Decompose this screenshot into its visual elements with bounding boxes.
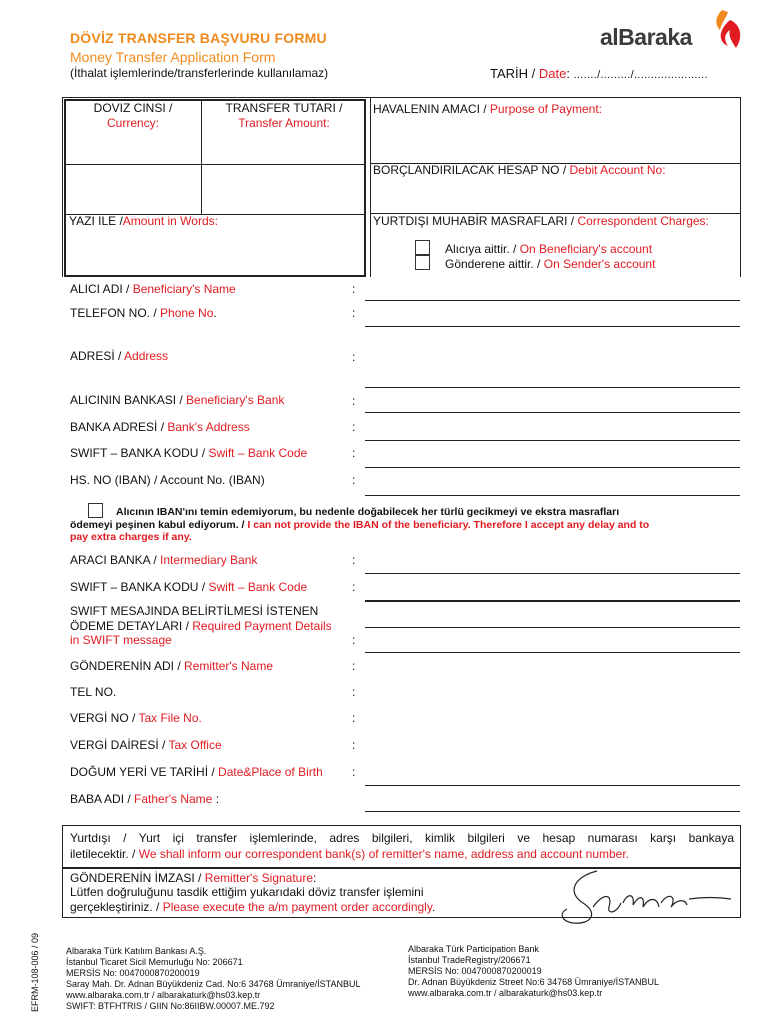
- field-label-tr: TELEFON NO. /: [70, 306, 161, 320]
- field-label: [70, 420, 250, 435]
- field-label-suffix: :: [212, 792, 220, 806]
- date-label-tr: TARİH /: [490, 66, 539, 81]
- colon: :: [352, 394, 356, 408]
- signature-line2: Lütfen doğruluğunu tasdik ettiğim yukarıdaki döviz transfer işlemini: [70, 885, 424, 899]
- charges-label-tr: YURTDIŞI MUHABİR MASRAFLARI /: [373, 214, 578, 228]
- field-label-en: Date&Place of Birth: [218, 765, 323, 779]
- field-label-tr: SWIFT – BANKA KODU /: [70, 446, 209, 460]
- inform-box: [62, 825, 741, 868]
- field-label: [70, 349, 168, 364]
- colon: :: [352, 350, 356, 364]
- field-label-en: Father's Name: [134, 792, 213, 806]
- footer-line: Dr. Adnan Büyükdeniz Street No:6 34768 Ümraniye/İSTANBUL: [408, 977, 659, 987]
- colon: :: [352, 765, 356, 779]
- colon: :: [352, 659, 356, 673]
- amount-label-en: Transfer Amount:: [238, 116, 330, 130]
- swift-details-line1: SWIFT MESAJINDA BELİRTİLMESİ İSTENEN: [70, 604, 319, 618]
- words-label-en: Amount in Words:: [122, 214, 218, 228]
- footer-line: MERSİS No: 0047000870200019: [66, 968, 200, 978]
- field-label: [70, 738, 222, 753]
- words-label-tr: YAZI ILE /: [69, 214, 123, 228]
- swift-details-line2-tr: ÖDEME DETAYLARI /: [70, 618, 193, 633]
- signature-label-tr: GÖNDERENİN İMZASI /: [70, 871, 205, 885]
- purpose-label-tr: HAVALENIN AMACI /: [373, 102, 490, 116]
- option1-tr: Alıcıya aittir. /: [445, 242, 520, 256]
- footer-line: Albaraka Türk Katılım Bankası A.Ş.: [66, 946, 207, 956]
- footer-line: MERSİS No: 0047000870200019: [408, 966, 542, 976]
- logo-flame-icon: [710, 6, 748, 52]
- iban-notice-en: I can not provide the IBAN of the beneficiary. Therefore I accept any delay and to: [247, 518, 650, 531]
- swift-details-line2-en: Required Payment Details: [192, 618, 332, 633]
- iban-notice-en2: pay extra charges if any.: [70, 531, 192, 543]
- signature-box[interactable]: [62, 868, 741, 918]
- inform-text-tr1: Yurtdışı / Yurt içi transfer işlemlerinde, adres bilgileri, kimlik bilgileri ve hesap numarası karşı bankaya: [70, 831, 734, 845]
- amount-label-tr: TRANSFER TUTARI /: [225, 101, 343, 115]
- field-label-tr: GÖNDERENİN ADI /: [70, 659, 185, 673]
- field-label-tr: ALICI ADI /: [70, 282, 133, 296]
- beneficiary-charges-checkbox[interactable]: [415, 240, 430, 255]
- field-label-en: Swift – Bank Code: [208, 446, 308, 460]
- field-label-en: Bank's Address: [167, 420, 250, 434]
- footer-line: Saray Mah. Dr. Adnan Büyükdeniz Cad. No:6 34768 Ümraniye/İSTANBUL: [66, 979, 361, 989]
- divider: [370, 97, 371, 277]
- option2-en: On Sender's account: [543, 257, 656, 271]
- field-label: [70, 659, 273, 674]
- charges-label-en: Correspondent Charges:: [577, 214, 709, 228]
- signature-line3-tr: gerçekleştiriniz. /: [70, 900, 163, 914]
- field-input-line[interactable]: [365, 387, 740, 388]
- field-label: [70, 765, 323, 780]
- field-label-en: Swift – Bank Code: [208, 580, 308, 594]
- iban-notice: [70, 506, 730, 544]
- field-input-line[interactable]: [365, 811, 740, 812]
- swift-details-label: [70, 604, 332, 648]
- field-label-en: Beneficiary's Name: [132, 282, 236, 296]
- date-placeholder: ......./........./......................: [573, 69, 708, 81]
- field-input-line[interactable]: [365, 495, 740, 496]
- field-label-tr: HS. NO (IBAN) / Account No. (IBAN): [70, 473, 265, 487]
- footer-line: www.albaraka.com.tr / albarakaturk@hs03.kep.tr: [66, 990, 261, 1000]
- field-input-line[interactable]: [365, 467, 740, 468]
- field-input-line[interactable]: [365, 300, 740, 301]
- colon: :: [352, 633, 356, 647]
- field-label-en: Beneficiary's Bank: [186, 393, 285, 407]
- colon: :: [352, 282, 356, 296]
- charges-label: [373, 214, 709, 229]
- field-label: [70, 685, 116, 700]
- currency-label-tr: DOVIZ CINSI /: [93, 101, 173, 115]
- field-label-en: Tax File No.: [138, 711, 202, 725]
- purpose-field[interactable]: [373, 102, 602, 117]
- footer-line: SWIFT: BTFHTRIS / GIIN No:86IIBW.00007.ME.792: [66, 1001, 275, 1011]
- field-label-tr: TEL NO.: [70, 685, 117, 699]
- field-label: [70, 711, 202, 726]
- field-label-en: Phone No: [160, 306, 214, 320]
- colon: :: [352, 738, 356, 752]
- debit-label-en: Debit Account No:: [569, 163, 666, 177]
- footer-line: İstanbul Ticaret Sicil Memurluğu No: 206671: [66, 957, 243, 967]
- colon: :: [352, 553, 356, 567]
- field-label: [70, 792, 219, 807]
- colon: :: [352, 446, 356, 460]
- albaraka-logo: [600, 6, 750, 52]
- colon: :: [352, 580, 356, 594]
- field-input-line[interactable]: [365, 440, 740, 441]
- field-label-tr: DOĞUM YERİ VE TARİHİ /: [70, 765, 219, 779]
- form-usage-note: (İthalat işlemlerinde/transferlerinde kullanılamaz): [70, 66, 329, 80]
- footer-right: [408, 944, 659, 999]
- field-input-line[interactable]: [365, 326, 740, 327]
- field-input-line[interactable]: [365, 412, 740, 413]
- field-label: [70, 282, 236, 297]
- field-label: [70, 473, 265, 488]
- currency-label-en: Currency:: [106, 116, 159, 130]
- field-label-tr: ADRESİ /: [70, 349, 125, 363]
- signature-line3-en: Please execute the a/m payment order accordingly: [162, 900, 432, 914]
- footer-line: www.albaraka.com.tr / albarakaturk@hs03.kep.tr: [408, 988, 603, 998]
- inform-text-en: We shall inform our correspondent bank(s) of remitter's name, address and account number.: [138, 847, 630, 861]
- sender-charges-checkbox[interactable]: [415, 255, 430, 270]
- iban-notice-tr: Alıcının IBAN'ını temin edemiyorum, bu nedenle doğabilecek her türlü gecikmeyi ve ekstra masrafları: [116, 506, 620, 518]
- field-label-en: Address: [124, 349, 169, 363]
- date-field[interactable]: [490, 66, 708, 81]
- inform-text-tr2: iletilecektir. /: [70, 847, 139, 861]
- colon: :: [352, 473, 356, 487]
- field-input-line[interactable]: [365, 573, 740, 574]
- field-label-tr: ALICININ BANKASI /: [70, 393, 187, 407]
- handwritten-signature: [553, 863, 743, 929]
- logo-wordmark: alBaraka: [600, 24, 692, 50]
- form-title-en: Money Transfer Application Form: [70, 49, 276, 65]
- colon: :: [352, 685, 356, 699]
- signature-label-en: Remitter's Signature: [204, 871, 314, 885]
- field-label-tr: BABA ADI /: [70, 792, 135, 806]
- amount-in-words-field[interactable]: [69, 214, 218, 229]
- divider: [201, 99, 202, 215]
- field-label-tr: SWIFT – BANKA KODU /: [70, 580, 209, 594]
- form-code: EFRM-108-006 / 09: [30, 932, 40, 1012]
- currency-field[interactable]: [66, 101, 200, 131]
- field-label-tr: VERGİ DAİRESİ /: [70, 738, 169, 752]
- option2-tr: Gönderene aittir. /: [445, 257, 544, 271]
- colon: :: [352, 306, 356, 320]
- transfer-amount-field[interactable]: [203, 101, 365, 131]
- underline: [365, 627, 740, 628]
- signature-colon: :: [313, 871, 317, 885]
- debit-label-tr: BORÇLANDIRILACAK HESAP NO /: [373, 163, 570, 177]
- option1-en: On Beneficiary's account: [519, 242, 653, 256]
- field-label: [70, 580, 307, 595]
- purpose-label-en: Purpose of Payment:: [489, 102, 602, 116]
- debit-account-field[interactable]: [373, 163, 666, 178]
- sender-charges-option: [445, 257, 655, 272]
- date-colon: :: [566, 66, 570, 81]
- iban-notice-tr2: ödemeyi peşinen kabul ediyorum. /: [70, 518, 248, 531]
- footer-line: İstanbul TradeRegistry/206671: [408, 955, 531, 965]
- signature-line3-end: .: [431, 900, 436, 914]
- swift-details-line3-en: in SWIFT message: [70, 633, 172, 647]
- field-label-en: Intermediary Bank: [160, 553, 258, 567]
- underline: [365, 601, 740, 602]
- form-title-tr: DÖVİZ TRANSFER BAŞVURU FORMU: [70, 30, 327, 46]
- field-label-en: Remitter's Name: [184, 659, 274, 673]
- field-label-tr: BANKA ADRESİ /: [70, 420, 168, 434]
- swift-details-input[interactable]: [365, 652, 740, 653]
- colon: :: [352, 711, 356, 725]
- field-label: [70, 306, 217, 321]
- date-label-en: Date: [538, 66, 567, 81]
- beneficiary-charges-option: [445, 242, 652, 257]
- field-label: [70, 446, 307, 461]
- field-label-tr: VERGİ NO /: [70, 711, 139, 725]
- field-label: [70, 553, 257, 568]
- field-label-en: Tax Office: [168, 738, 222, 752]
- divider: [64, 164, 366, 165]
- field-input-line[interactable]: [365, 785, 740, 786]
- field-label-tr: ARACI BANKA /: [70, 553, 161, 567]
- field-label-suffix: .: [213, 306, 217, 320]
- field-label: [70, 393, 284, 408]
- footer-left: [66, 946, 360, 1012]
- colon: :: [352, 420, 356, 434]
- footer-line: Albaraka Türk Participation Bank: [408, 944, 539, 954]
